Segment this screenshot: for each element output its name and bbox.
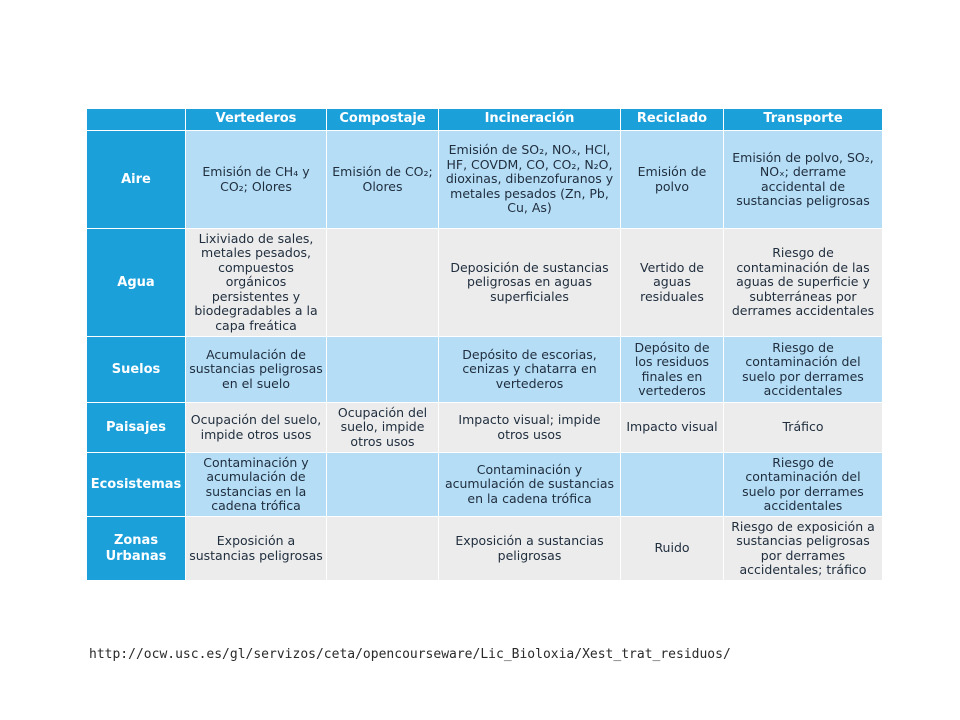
column-header-vertederos: Vertederos bbox=[186, 109, 327, 131]
table-cell: Tráfico bbox=[724, 403, 883, 453]
table-cell: Deposición de sustancias peligrosas en aguas superficiales bbox=[439, 229, 621, 337]
row-header-aire: Aire bbox=[87, 131, 186, 229]
table-cell: Depósito de los residuos finales en vertederos bbox=[621, 337, 724, 403]
table-cell bbox=[621, 453, 724, 517]
row-header-agua: Agua bbox=[87, 229, 186, 337]
table-cell: Riesgo de contaminación de las aguas de superficie y subterráneas por derrames accidentales bbox=[724, 229, 883, 337]
table-row-agua bbox=[87, 229, 883, 337]
table-cell: Exposición a sustancias peligrosas bbox=[186, 517, 327, 581]
column-header-compostaje: Compostaje bbox=[327, 109, 439, 131]
table-cell: Riesgo de exposición a sustancias peligrosas por derrames accidentales; tráfico bbox=[724, 517, 883, 581]
table-cell bbox=[327, 517, 439, 581]
column-header-incineracion: Incineración bbox=[439, 109, 621, 131]
header-row bbox=[87, 109, 883, 131]
table-cell: Riesgo de contaminación del suelo por derrames accidentales bbox=[724, 337, 883, 403]
header-corner-cell bbox=[87, 109, 186, 131]
table-cell: Depósito de escorias, cenizas y chatarra en vertederos bbox=[439, 337, 621, 403]
table-row-suelos bbox=[87, 337, 883, 403]
table-cell bbox=[327, 337, 439, 403]
row-header-suelos: Suelos bbox=[87, 337, 186, 403]
table-cell: Lixiviado de sales, metales pesados, compuestos orgánicos persistentes y biodegradables a la capa freática bbox=[186, 229, 327, 337]
environmental-impact-table bbox=[86, 108, 883, 581]
table-cell: Contaminación y acumulación de sustancias en la cadena trófica bbox=[439, 453, 621, 517]
table-cell: Emisión de CH₄ y CO₂; Olores bbox=[186, 131, 327, 229]
table-cell: Ruido bbox=[621, 517, 724, 581]
row-header-zonas-urbanas: Zonas Urbanas bbox=[87, 517, 186, 581]
table-cell: Riesgo de contaminación del suelo por derrames accidentales bbox=[724, 453, 883, 517]
column-header-reciclado: Reciclado bbox=[621, 109, 724, 131]
table-row-paisajes bbox=[87, 403, 883, 453]
table-cell: Emisión de CO₂; Olores bbox=[327, 131, 439, 229]
table-row-aire bbox=[87, 131, 883, 229]
table-cell: Contaminación y acumulación de sustancias en la cadena trófica bbox=[186, 453, 327, 517]
table-cell: Impacto visual; impide otros usos bbox=[439, 403, 621, 453]
row-header-ecosistemas: Ecosistemas bbox=[87, 453, 186, 517]
table-cell: Ocupación del suelo, impide otros usos bbox=[186, 403, 327, 453]
row-header-paisajes: Paisajes bbox=[87, 403, 186, 453]
table-row-ecosistemas bbox=[87, 453, 883, 517]
table-cell bbox=[327, 453, 439, 517]
table-cell bbox=[327, 229, 439, 337]
table-row-zonas-urbanas bbox=[87, 517, 883, 581]
source-url: http://ocw.usc.es/gl/servizos/ceta/opencourseware/Lic_Bioloxia/Xest_trat_residuos/ bbox=[89, 647, 731, 662]
column-header-transporte: Transporte bbox=[724, 109, 883, 131]
table-cell: Vertido de aguas residuales bbox=[621, 229, 724, 337]
table-cell: Emisión de SO₂, NOₓ, HCl, HF, COVDM, CO, CO₂, N₂O, dioxinas, dibenzofuranos y metales pesados (Zn, Pb, Cu, As) bbox=[439, 131, 621, 229]
table-cell: Ocupación del suelo, impide otros usos bbox=[327, 403, 439, 453]
table-cell: Acumulación de sustancias peligrosas en el suelo bbox=[186, 337, 327, 403]
table-cell: Emisión de polvo, SO₂, NOₓ; derrame accidental de sustancias peligrosas bbox=[724, 131, 883, 229]
table-cell: Exposición a sustancias peligrosas bbox=[439, 517, 621, 581]
table-cell: Emisión de polvo bbox=[621, 131, 724, 229]
table-cell: Impacto visual bbox=[621, 403, 724, 453]
